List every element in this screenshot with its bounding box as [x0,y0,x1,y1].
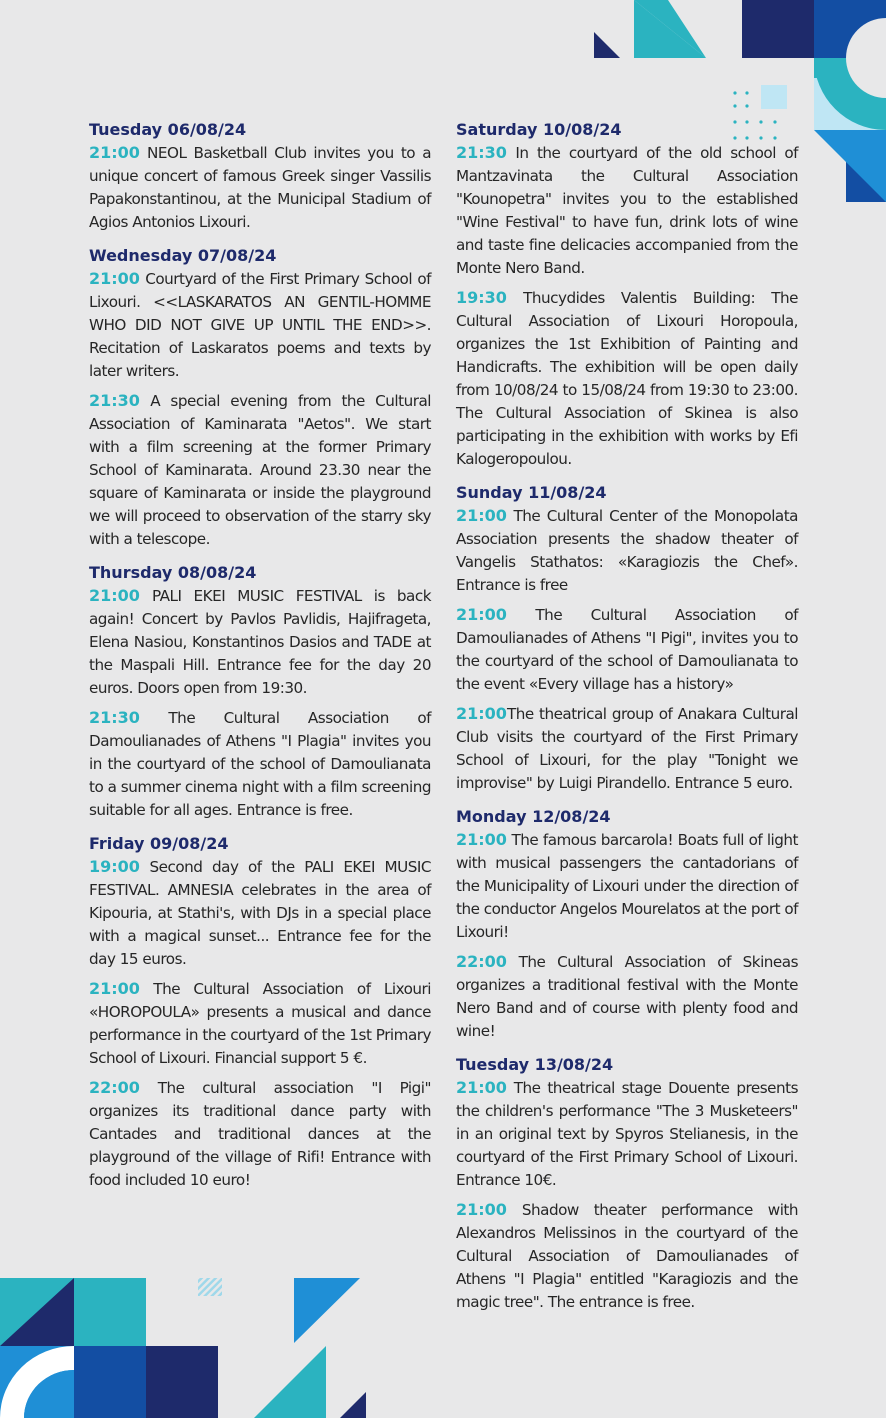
event-time: 21:00 [456,704,507,723]
event-text: The Cultural Association of Lixouri «HOROPOULA» presents a musical and dance performance in the courtyard of the 1st Primary School of Lixouri. Financial support 5 €. [89,980,431,1067]
event-text: Shadow theater performance with Alexandros Melissinos in the courtyard of the Cultural Association of Damoulianades of Athens "I Plagia" entitled "Karagiozis and the magic tree". The entrance is free. [456,1201,798,1311]
event-text: The theatrical group of Anakara Cultural Club visits the courtyard of the First Primary School of Lixouri, for the play "Tonight we improvise" by Luigi Pirandello. Entrance 5 euro. [456,705,798,792]
day-title: Thursday 08/08/24 [89,563,257,582]
event-text: Second day of the PALI EKEI MUSIC FESTIVAL. AMNESIA celebrates in the area of Kipouria, at Stathi's, with DJs in a special place with a magical sunset... Entrance fee for the day 15 euros. [89,858,431,968]
day-title: Saturday 10/08/24 [456,120,622,139]
event-item [89,977,431,1070]
event-time: 22:00 [89,1078,140,1097]
event-text: The theatrical stage Douente presents the children's performance "The 3 Musketeers" in an original text by Spyros Stelianesis, in the courtyard of the First Primary School of Lixouri. Entrance 10€. [456,1079,798,1189]
day-friday-09 [89,832,431,1192]
event-time: 21:00 [456,1200,507,1219]
event-text: A special evening from the Cultural Association of Kaminarata "Aetos". We start with a film screening at the former Primary School of Kaminarata. Around 23.30 near the square of Kaminarata or inside the playground we will proceed to observation of the starry sky with a telescope. [89,392,431,548]
event-item [89,706,431,822]
event-time: 19:30 [456,288,507,307]
event-item [456,950,798,1043]
event-item [89,389,431,551]
event-text: The Cultural Center of the Monopolata Association presents the shadow theater of Vangelis Stathatos: «Karagiozis the Chef». Entrance is free [456,507,798,594]
event-text: The famous barcarola! Boats full of light with musical passengers the cantadorians of the Municipality of Lixouri under the direction of the conductor Angelos Mourelatos at the port of Lixouri! [456,831,798,941]
left-column [89,118,431,1202]
event-item [456,828,798,944]
event-time: 22:00 [456,952,507,971]
day-tuesday-13 [456,1053,798,1314]
event-text: Courtyard of the First Primary School of Lixouri. <<LASKARATOS AN GENTIL-HOMME WHO DID NOT GIVE UP UNTIL THE END>>. Recitation of Laskaratos poems and texts by later writers. [89,270,431,380]
day-title: Sunday 11/08/24 [456,483,607,502]
day-title: Wednesday 07/08/24 [89,246,277,265]
day-monday-12 [456,805,798,1043]
day-title: Monday 12/08/24 [456,807,611,826]
day-title: Tuesday 13/08/24 [456,1055,614,1074]
day-sunday-11 [456,481,798,795]
event-item [456,286,798,471]
event-time: 21:00 [456,1078,507,1097]
day-saturday-10 [456,118,798,471]
event-time: 19:00 [89,857,140,876]
day-tuesday-06 [89,118,431,234]
event-item [456,603,798,696]
event-text: NEOL Basketball Club invites you to a unique concert of famous Greek singer Vassilis Papakonstantinou, at the Municipal Stadium of Agios Antonios Lixouri. [89,144,431,231]
event-text: PALI EKEI MUSIC FESTIVAL is back again! Concert by Pavlos Pavlidis, Hajifrageta, Elena Nasiou, Konstantinos Dasios and TADE at the Maspali Hill. Entrance fee for the day 20 euros. Doors open from 19:30. [89,587,431,697]
bottom-left-decoration [0,1278,366,1418]
event-text: The Cultural Association of Damoulianades of Athens "I Pigi", invites you to the courtyard of the school of Damoulianata to the event «Every village has a history» [456,606,798,693]
right-column [456,118,798,1324]
event-time: 21:00 [89,269,140,288]
event-text: In the courtyard of the old school of Mantzavinata the Cultural Association "Kounopetra" invites you to the established "Wine Festival" to have fun, drink lots of wine and taste fine delicacies accompanied from the Monte Nero Band. [456,144,798,277]
day-thursday-08 [89,561,431,822]
event-time: 21:00 [89,143,140,162]
event-time: 21:30 [456,143,507,162]
event-time: 21:00 [456,830,507,849]
event-time: 21:00 [89,979,140,998]
event-text: The cultural association "I Pigi" organizes its traditional dance party with Cantades and traditional dances at the playground of the village of Rifi! Entrance with food included 10 euro! [89,1079,431,1189]
event-time: 21:00 [456,506,507,525]
day-title: Tuesday 06/08/24 [89,120,247,139]
event-time: 21:00 [456,605,507,624]
event-text: Thucydides Valentis Building: The Cultural Association of Lixouri Horopoula, organizes the 1st Exhibition of Painting and Handicrafts. The exhibition will be open daily from 10/08/24 to 15/08/24 from 19:30 to 23:00. The Cultural Association of Skinea is also participating in the exhibition with works by Efi Kalogeropoulou. [456,289,798,468]
event-time: 21:30 [89,708,140,727]
event-item [89,855,431,971]
event-item [89,141,431,234]
event-item [456,702,798,795]
event-item [89,1076,431,1192]
event-item [456,1198,798,1314]
event-item [456,1076,798,1192]
event-text: The Cultural Association of Skineas organizes a traditional festival with the Monte Nero Band and of course with plenty food and wine! [456,953,798,1040]
day-title: Friday 09/08/24 [89,834,229,853]
event-text: The Cultural Association of Damoulianades of Athens "I Plagia" invites you in the courtyard of the school of Damoulianata to a summer cinema night with a film screening suitable for all ages. Entrance is free. [89,709,431,819]
event-item [456,504,798,597]
event-item [89,267,431,383]
event-time: 21:00 [89,586,140,605]
event-item [456,141,798,280]
event-time: 21:30 [89,391,140,410]
event-item [89,584,431,700]
day-wednesday-07 [89,244,431,551]
